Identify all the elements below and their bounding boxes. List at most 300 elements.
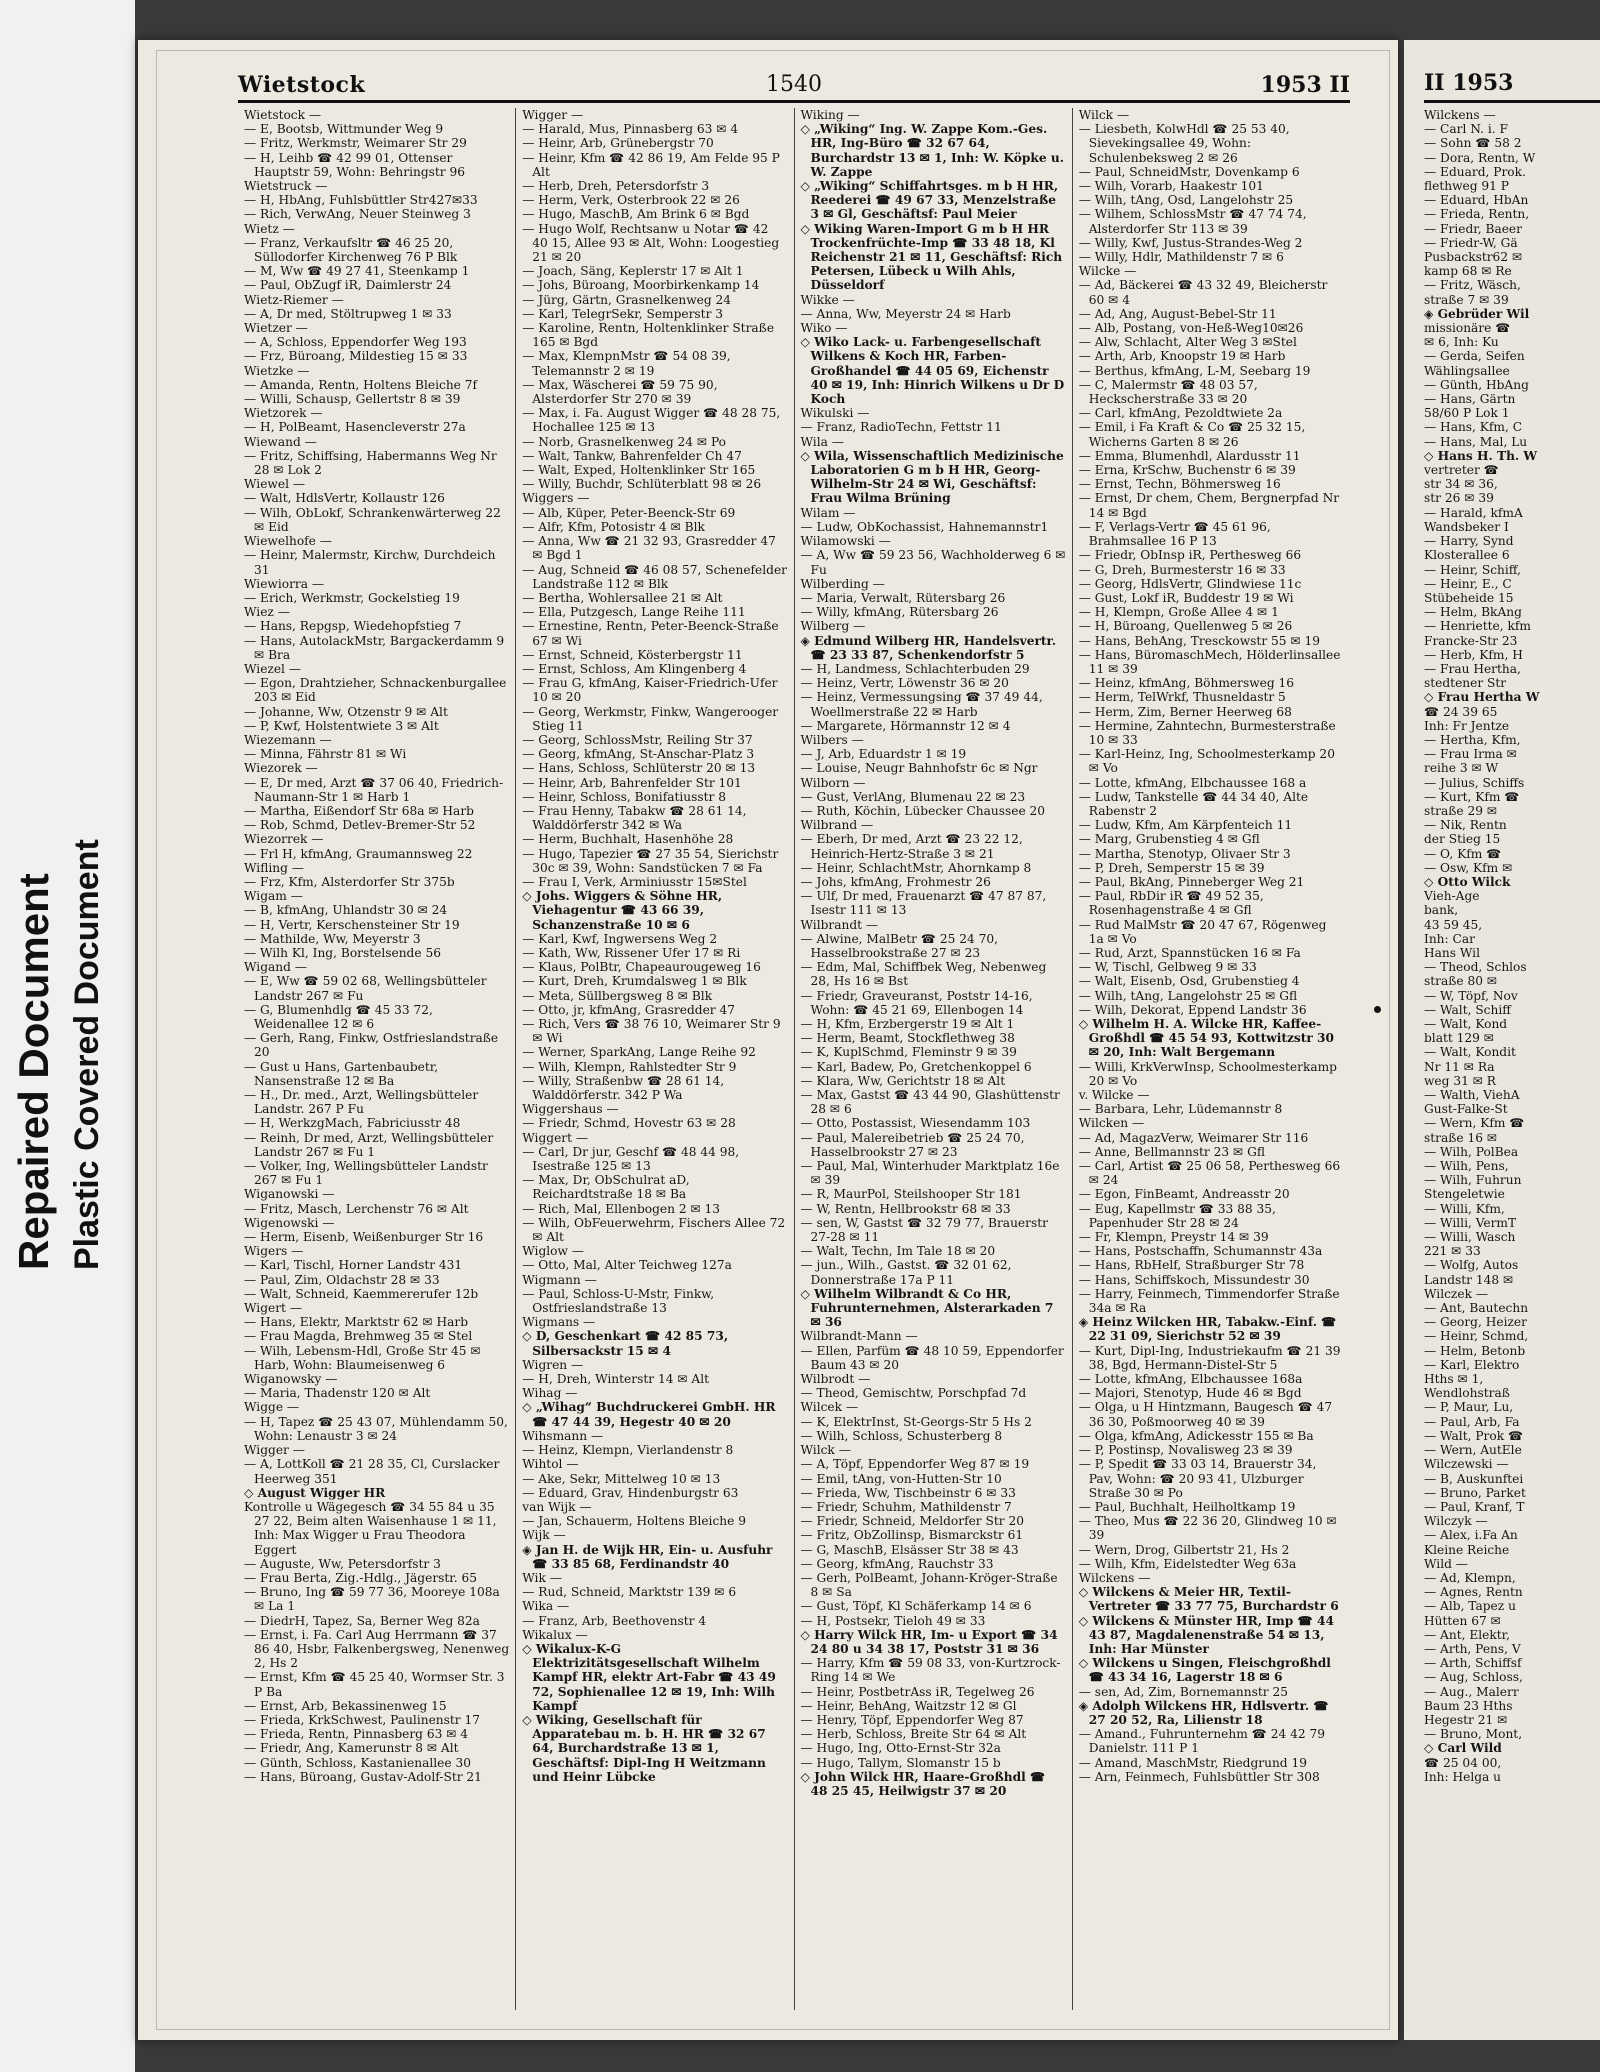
directory-entry: Wilbrodt — [800, 1372, 871, 1387]
directory-entry: — Carl, kfmAng, Pezoldtwiete 2a [1078, 406, 1283, 421]
adjacent-entry: Hütten 67 ✉ [1424, 1613, 1501, 1628]
directory-entry: — Rud MalMstr ☎ 20 47 67, Rögenweg 1a ✉ Vo [1078, 917, 1327, 946]
directory-entry: — H, PolBeamt, Hasencleverstr 27a [244, 420, 466, 435]
directory-entry: — Ernst, Techn, Böhmersweg 16 [1078, 477, 1281, 492]
directory-entry: Wiezorek — [244, 761, 318, 776]
directory-entry: — Friedr, Schmd, Hovestr 63 ✉ 28 [522, 1116, 736, 1131]
directory-entry: — Max, Dr, ObSchulrat aD, Reichardtstraße 18 ✉ Ba [522, 1173, 690, 1202]
directory-entry: — Wilh, Klempn, Rahlstedter Str 9 [522, 1059, 737, 1074]
directory-entry: — Ludw, Kfm, Am Kärpfenteich 11 [1078, 818, 1293, 833]
directory-entry: — Harry, Feinmech, Timmendorfer Straße 34a ✉ Ra [1078, 1286, 1340, 1316]
directory-entry: — Ella, Putzgesch, Lange Reihe 111 [522, 605, 746, 620]
adjacent-entry: — Frau Irma ✉ [1424, 747, 1517, 762]
adjacent-entry: — Fritz, Wäsch, [1424, 278, 1521, 293]
directory-entry: — Wilh, Schloss, Schusterberg 8 [800, 1428, 1003, 1443]
directory-entry: — Alwine, MalBetr ☎ 25 24 70, Hasselbrookstraße 27 ✉ 23 [800, 931, 999, 960]
directory-entry: — Otto, jr, kfmAng, Grasredder 47 [522, 1002, 735, 1017]
directory-entry: — Berthus, kfmAng, L-M, Seebarg 19 [1078, 363, 1311, 378]
adjacent-entry: — Willi, Kfm, [1424, 1201, 1505, 1216]
directory-entry: — H, Dreh, Winterstr 14 ✉ Alt [522, 1372, 710, 1387]
directory-entry: — G, Dreh, Burmesterstr 16 ✉ 33 [1078, 562, 1286, 577]
directory-entry: — Wilh Kl, Ing, Borstelsende 56 [244, 945, 441, 960]
adjacent-entry: Stübeheide 15 [1424, 590, 1514, 605]
adjacent-entry: — Agnes, Rentn [1424, 1585, 1523, 1600]
directory-entry: — Wilh, tAng, Langelohstr 25 ✉ Gfl [1078, 988, 1298, 1003]
directory-entry: — Emil, tAng, von-Hutten-Str 10 [800, 1471, 1002, 1486]
directory-entry: — Walt, Tankw, Bahrenfelder Ch 47 [522, 448, 742, 463]
directory-entry: — W, Tischl, Gelbweg 9 ✉ 33 [1078, 960, 1257, 975]
directory-entry: — Volker, Ing, Wellingsbütteler Landstr 267 ✉ Fu 1 [244, 1159, 488, 1188]
directory-entry: ◇ „Wihag“ Buchdruckerei GmbH. HR ☎ 47 44 39, Hegestr 40 ✉ 20 [522, 1400, 776, 1429]
directory-entry: — Ruth, Köchin, Lübecker Chaussee 20 [800, 803, 1046, 818]
directory-entry: — Heinr, PostbetrAss iR, Tegelweg 26 [800, 1684, 1035, 1699]
adjacent-entry: — Ant, Bautechn [1424, 1301, 1529, 1316]
directory-page [138, 40, 1398, 2040]
directory-entry: — Hans, Schiffskoch, Missundestr 30 [1078, 1272, 1310, 1287]
directory-entry: — sen, W, Gastst ☎ 32 79 77, Brauerstr 27-28 ✉ 11 [800, 1215, 1048, 1245]
adjacent-entry: Gust-Falke-St [1424, 1102, 1508, 1117]
directory-entry: — Reinh, Dr med, Arzt, Wellingsbütteler Landstr 267 ✉ Fu 1 [244, 1130, 494, 1159]
adjacent-entry: Inh: Car [1424, 931, 1475, 946]
directory-entry: ◇ „Wiking“ Schiffahrtsges. m b H HR, Reederei ☎ 49 67 33, Menzelstraße 3 ✉ Gl, Geschäftsf: Paul Meier [800, 179, 1059, 222]
directory-entry: — Otto, Mal, Alter Teichweg 127a [522, 1258, 732, 1273]
adjacent-entry: — Julius, Schiffs [1424, 775, 1525, 790]
adjacent-entry: Pusbackstr62 ✉ [1424, 250, 1523, 265]
directory-entry: — Henry, Töpf, Eppendorfer Weg 87 [800, 1712, 1024, 1727]
directory-entry: Wilborn — [800, 775, 866, 790]
directory-entry: — Fritz, Schiffsing, Habermanns Weg Nr 28 ✉ Lok 2 [244, 448, 497, 478]
directory-entry: — Herb, Schloss, Breite Str 64 ✉ Alt [800, 1727, 1027, 1742]
adjacent-entry: ◇ Otto Wilck [1424, 874, 1511, 889]
directory-entry: — Theo, Mus ☎ 22 36 20, Glindweg 10 ✉ 39 [1078, 1514, 1337, 1543]
adjacent-entry: reihe 3 ✉ W [1424, 761, 1499, 776]
directory-entry: ◇ Wilckens & Meier HR, Textil-Vertreter ☎ 33 77 75, Burchardstr 6 [1078, 1585, 1339, 1614]
directory-entry: — Ake, Sekr, Mittelweg 10 ✉ 13 [522, 1471, 721, 1486]
directory-entry: van Wijk — [522, 1499, 592, 1514]
adjacent-entry: — Osw, Kfm ✉ [1424, 860, 1513, 875]
directory-entry: — Herm, Zim, Berner Heerweg 68 [1078, 704, 1292, 719]
directory-entry: — Anna, Ww ☎ 21 32 93, Grasredder 47 ✉ Bgd 1 [522, 534, 776, 563]
directory-entry: — Amand, MaschMstr, Riedgrund 19 [1078, 1755, 1307, 1770]
directory-entry: — Walt, Techn, Im Tale 18 ✉ 20 [800, 1244, 996, 1259]
directory-entry: — Heinr, Arb, Bahrenfelder Str 101 [522, 775, 742, 790]
directory-entry: — Friedr, Graveuranst, Poststr 14-16, Wohn: ☎ 45 21 69, Ellenbogen 14 [800, 988, 1033, 1017]
adjacent-entry: — Alex, i.Fa An [1424, 1528, 1518, 1543]
directory-entry: — Johanne, Ww, Otzenstr 9 ✉ Alt [244, 704, 448, 719]
directory-entry: — Frz, Kfm, Alsterdorfer Str 375b [244, 874, 455, 889]
directory-entry: — Walt, Exped, Holtenklinker Str 165 [522, 463, 756, 478]
directory-entry: ◇ Wiking Waren-Import G m b H HR Trockenfrüchte-Imp ☎ 33 48 18, Kl Reichenstr 21 ✉ 11, Geschäftsf: Rich Petersen, Lübeck u Wilh Ahls, Düsseldorf [800, 221, 1063, 293]
directory-entry: — Hans, AutolackMstr, Bargackerdamm 9 ✉ Bra [244, 633, 505, 662]
directory-entry: v. Wilcke — [1078, 1088, 1150, 1103]
directory-entry: Wilckens — [1078, 1570, 1151, 1585]
directory-entry: ◇ Wilckens & Münster HR, Imp ☎ 44 43 87, Magdalenenstraße 54 ✉ 13, Inh: Har Münster [1078, 1613, 1334, 1656]
adjacent-entry: — P, Maur, Lu, [1424, 1400, 1514, 1415]
directory-entry: Wilbers — [800, 732, 864, 747]
directory-entry: — Olga, u H Hintzmann, Baugesch ☎ 47 36 30, Poßmoorweg 40 ✉ 39 [1078, 1400, 1333, 1429]
directory-entry: Wiking — [800, 108, 860, 122]
directory-entry: — Frz, Büroang, Mildestieg 15 ✉ 33 [244, 349, 468, 364]
directory-entry: ◇ John Wilck HR, Haare-Großhdl ☎ 48 25 45, Heilwigstr 37 ✉ 20 [800, 1769, 1046, 1798]
directory-entry: Wigand — [244, 960, 307, 975]
directory-entry: — Karl, Tischl, Horner Landstr 431 [244, 1258, 463, 1273]
adjacent-entry: — Hans, Mal, Lu [1424, 434, 1528, 449]
directory-entry: — Klaus, PolBtr, Chapeaurougeweg 16 [522, 960, 761, 975]
adjacent-entry: — Herb, Kfm, H [1424, 647, 1523, 662]
directory-entry: — Georg, kfmAng, St-Anschar-Platz 3 [522, 747, 755, 762]
directory-entry: — Eberh, Dr med, Arzt ☎ 23 22 12, Heinrich-Hertz-Straße 3 ✉ 21 [800, 832, 1023, 861]
directory-entry: — Erich, Werkmstr, Gockelstieg 19 [244, 590, 460, 605]
directory-entry: Wiggers — [522, 491, 590, 506]
directory-entry: — Ernst, i. Fa. Carl Aug Herrmann ☎ 37 86 40, Hsbr, Falkenbergsweg, Nenenweg 2, Hs 2 [244, 1627, 510, 1671]
directory-entry: Wigger — [244, 1443, 305, 1458]
adjacent-entry: ◇ Carl Wild [1424, 1741, 1502, 1756]
directory-entry: — Aug, Schneid ☎ 46 08 57, Schenefelder Landstraße 112 ✉ Blk [522, 562, 788, 591]
directory-entry: — Fritz, Masch, Lerchenstr 76 ✉ Alt [244, 1201, 469, 1216]
directory-entry: — Rud, Arzt, Spannstücken 16 ✉ Fa [1078, 945, 1301, 960]
adjacent-entry: — Willi, VermT [1424, 1215, 1517, 1230]
adjacent-entry: Nr 11 ✉ Ra [1424, 1059, 1495, 1074]
directory-entry: — Johs, kfmAng, Frohmestr 26 [800, 874, 991, 889]
directory-entry: — Georg, SchlossMstr, Reiling Str 37 [522, 732, 753, 747]
directory-entry: — Alfr, Kfm, Potosistr 4 ✉ Blk [522, 519, 705, 534]
directory-entry: — Willi, Schausp, Gellertstr 8 ✉ 39 [244, 392, 461, 407]
directory-entry: — Paul, SchneidMstr, Dovenkamp 6 [1078, 164, 1300, 179]
adjacent-entry: kamp 68 ✉ Re [1424, 264, 1512, 279]
directory-entry: — Walt, HdlsVertr, Kollaustr 126 [244, 491, 445, 506]
directory-entry: — Ernst, Arb, Bekassinenweg 15 [244, 1698, 447, 1713]
directory-entry: — M, Ww ☎ 49 27 41, Steenkamp 1 [244, 264, 470, 279]
directory-entry: — Friedr, Schuhm, Mathildenstr 7 [800, 1499, 1012, 1514]
directory-entry: — Hugo, Tapezier ☎ 27 35 54, Sierichstr 30c ✉ 39, Wohn: Sandstücken 7 ✉ Fa [522, 846, 779, 875]
adjacent-page-fragment [1404, 40, 1600, 2040]
adjacent-entry: straße 80 ✉ [1424, 974, 1498, 989]
directory-entry: — Ulf, Dr med, Frauenarzt ☎ 47 87 87, Isestr 111 ✉ 13 [800, 889, 1047, 918]
directory-entry: — Heinz, Vertr, Löwenstr 36 ✉ 20 [800, 676, 1009, 691]
column-4 [1073, 108, 1350, 2010]
directory-entry: — H, Tapez ☎ 25 43 07, Mühlendamm 50, Wohn: Lenaustr 3 ✉ 24 [244, 1414, 508, 1443]
adjacent-entry: Landstr 148 ✉ [1424, 1272, 1514, 1287]
directory-entry: — Hugo, Ing, Otto-Ernst-Str 32a [800, 1741, 1001, 1756]
directory-entry: — Willy, Buchdr, Schlüterblatt 98 ✉ 26 [522, 477, 762, 492]
directory-entry: — Franz, RadioTechn, Fettstr 11 [800, 420, 1002, 435]
directory-entry: — Frl H, kfmAng, Graumannsweg 22 [244, 846, 473, 861]
directory-entry: Wigmans — [522, 1315, 596, 1330]
directory-entry: — Amanda, Rentn, Holtens Bleiche 7f [244, 377, 478, 392]
directory-entry: — H, Leihb ☎ 42 99 01, Ottenser Hauptstr 59, Wohn: Behringstr 96 [244, 150, 466, 179]
directory-entry: — Fritz, ObZollinsp, Bismarckstr 61 [800, 1528, 1024, 1543]
adjacent-entry: stedtener Str [1424, 676, 1507, 691]
directory-entry: — H., Dr. med., Arzt, Wellingsbütteler Landstr. 267 P Fu [244, 1088, 479, 1117]
directory-entry: — Max, KlempnMstr ☎ 54 08 39, Telemannstr 2 ✉ 19 [522, 349, 731, 378]
directory-entry: — Jürg, Gärtn, Grasnelkenweg 24 [522, 292, 732, 307]
directory-entry: Wilbrandt — [800, 917, 879, 932]
directory-entry: — Heinr, Malermstr, Kirchw, Durchdeich 31 [244, 548, 496, 577]
directory-entry: — Hans, BüromaschMech, Hölderlinsallee 11 ✉ 39 [1078, 647, 1341, 676]
directory-entry: — Alb, Küper, Peter-Beenck-Str 69 [522, 505, 736, 520]
adjacent-entry: missionäre ☎ [1424, 321, 1511, 336]
directory-entry: — Frieda, KrkSchwest, Paulinenstr 17 [244, 1712, 480, 1727]
directory-entry: — Arn, Feinmech, Fuhlsbüttler Str 308 [1078, 1769, 1320, 1784]
directory-entry: Wilam — [800, 505, 856, 520]
directory-entry: — H, Postsekr, Tieloh 49 ✉ 33 [800, 1613, 986, 1628]
adjacent-entry: Wandsbeker I [1424, 519, 1509, 534]
directory-columns [238, 108, 1350, 2010]
directory-entry: — Meta, Süllbergsweg 8 ✉ Blk [522, 988, 713, 1003]
directory-entry: Wik — [522, 1570, 562, 1585]
directory-entry: — Paul, Mal, Winterhuder Marktplatz 16e ✉ 39 [800, 1159, 1060, 1188]
directory-entry: — Jan, Schauerm, Holtens Bleiche 9 [522, 1514, 746, 1529]
directory-entry: — Edm, Mal, Schiffbek Weg, Nebenweg 28, Hs 16 ✉ Bst [800, 960, 1047, 989]
directory-entry: ◈ Heinz Wilcken HR, Tabakw.-Einf. ☎ 22 31 09, Sierichstr 52 ✉ 39 [1078, 1315, 1337, 1344]
adjacent-entry: — Heinr, Schmd, [1424, 1329, 1529, 1344]
adjacent-entry: — Paul, Kranf, T [1424, 1499, 1525, 1514]
directory-entry: — Wern, Drog, Gilbertstr 21, Hs 2 [1078, 1542, 1290, 1557]
adjacent-page-column [1424, 108, 1600, 2010]
directory-entry: — Ellen, Parfüm ☎ 48 10 59, Eppendorfer Baum 43 ✉ 20 [800, 1343, 1064, 1372]
adjacent-entry: — Eduard, Prok. [1424, 164, 1526, 179]
directory-entry: Wigger — [522, 108, 584, 122]
directory-entry: Wikke — [800, 292, 855, 307]
directory-entry: — Heinr, SchlachtMstr, Ahornkamp 8 [800, 860, 1032, 875]
directory-entry: — Wilh, ObFeuerwehrm, Fischers Allee 72 ✉ Alt [522, 1215, 786, 1245]
directory-entry: — Hans, Elektr, Marktstr 62 ✉ Harb [244, 1315, 469, 1330]
directory-entry: — Rich, Mal, Ellenbogen 2 ✉ 13 [522, 1201, 721, 1216]
directory-entry: — Frau Berta, Zig.-Hdlg., Jägerstr. 65 [244, 1570, 478, 1585]
adjacent-entry: flethweg 91 P [1424, 179, 1509, 194]
adjacent-entry: — B, Auskunftei [1424, 1471, 1524, 1486]
directory-entry: — Friedr, ObInsp iR, Perthesweg 66 [1078, 548, 1302, 563]
directory-entry: — Karoline, Rentn, Holtenklinker Straße 165 ✉ Bgd [522, 321, 775, 350]
directory-entry: — Heinz, Klempn, Vierlandenstr 8 [522, 1443, 734, 1458]
adjacent-entry: — Friedr, Baeer [1424, 221, 1522, 236]
directory-entry: — Herm, TelWrkf, Thusneldastr 5 [1078, 690, 1286, 705]
directory-entry: Wihsmann — [522, 1428, 604, 1443]
directory-entry: — Marg, Grubenstieg 4 ✉ Gfl [1078, 832, 1260, 847]
directory-entry: — Heinr, Kfm ☎ 42 86 19, Am Felde 95 P Alt [522, 150, 780, 179]
directory-entry: — Hans, BehAng, Tresckowstr 55 ✉ 19 [1078, 633, 1321, 648]
directory-entry: Wilcken — [1078, 1116, 1145, 1131]
directory-entry: — Louise, Neugr Bahnhofstr 6c ✉ Ngr [800, 761, 1038, 776]
directory-entry: — Hermine, Zahntechn, Burmesterstraße 10 ✉ 33 [1078, 718, 1336, 747]
directory-entry: — Wilh, tAng, Osd, Langelohstr 25 [1078, 193, 1294, 208]
adjacent-entry: — Frau Hertha, [1424, 661, 1521, 676]
directory-entry: ◈ Adolph Wilckens HR, Hdlsvertr. ☎ 27 20 52, Ra, Lilienstr 18 [1078, 1698, 1329, 1727]
directory-entry: — Bertha, Wohlersallee 21 ✉ Alt [522, 590, 723, 605]
adjacent-entry: Francke-Str 23 [1424, 633, 1518, 648]
directory-entry: — H, Vertr, Kerschensteiner Str 19 [244, 917, 460, 932]
directory-entry: — Ad, Ang, August-Bebel-Str 11 [1078, 306, 1277, 321]
directory-entry: — H, WerkzgMach, Fabriciusstr 48 [244, 1116, 461, 1131]
directory-entry: Wiezorrek — [244, 832, 324, 847]
directory-entry: — Erna, KrSchw, Buchenstr 6 ✉ 39 [1078, 463, 1296, 478]
adjacent-entry: Wählingsallee [1424, 363, 1510, 378]
directory-entry: Wilberding — [800, 576, 885, 591]
directory-entry: — Hugo, Tallym, Slomanstr 15 b [800, 1755, 1001, 1770]
directory-entry: — A, LottKoll ☎ 21 28 35, Cl, Curslacker Heerweg 351 [244, 1457, 500, 1486]
plastic-covered-document-label: Plastic Covered Document [68, 839, 106, 1270]
directory-entry: Wietstock — [244, 108, 322, 122]
directory-entry: — E, Ww ☎ 59 02 68, Wellingsbütteler Landstr 267 ✉ Fu [244, 974, 487, 1003]
directory-entry: — Frau G, kfmAng, Kaiser-Friedrich-Ufer 10 ✉ 20 [522, 676, 778, 705]
directory-entry: — Gust, Lokf iR, Buddestr 19 ✉ Wi [1078, 590, 1294, 605]
directory-entry: — Wilh, Vorarb, Haakestr 101 [1078, 179, 1264, 194]
directory-entry: ◇ Wilhelm H. A. Wilcke HR, Kaffee-Großhdl ☎ 45 54 93, Kottwitzstr 30 ✉ 20, Inh: Walt Bergemann [1078, 1017, 1334, 1060]
directory-entry: — Ernst, Dr chem, Chem, Bergnerpfad Nr 14 ✉ Bgd [1078, 491, 1340, 520]
directory-entry: — Fr, Klempn, Preystr 14 ✉ 39 [1078, 1230, 1269, 1245]
adjacent-entry: — Heinr, Schiff, [1424, 562, 1521, 577]
directory-entry: Wilbrandt-Mann — [800, 1329, 918, 1344]
adjacent-entry: — Georg, Heizer [1424, 1315, 1527, 1330]
adjacent-entry: — W, Töpf, Nov [1424, 988, 1518, 1003]
adjacent-entry: bank, [1424, 903, 1459, 918]
directory-entry: Wigmann — [522, 1272, 597, 1287]
directory-entry: — Anne, Bellmannstr 23 ✉ Gfl [1078, 1144, 1265, 1159]
directory-entry: — Karl-Heinz, Ing, Schoolmesterkamp 20 ✉ Vo [1078, 747, 1335, 776]
directory-entry: — W, Rentn, Hellbrookstr 68 ✉ 33 [800, 1201, 1011, 1216]
directory-entry: — Eduard, Grav, Hindenburgstr 63 [522, 1485, 739, 1500]
adjacent-entry: — Wilh, PolBea [1424, 1144, 1519, 1159]
directory-entry: ◇ D, Geschenkart ☎ 42 85 73, Silbersackstr 15 ✉ 4 [522, 1329, 729, 1358]
directory-entry: — C, Malermstr ☎ 48 03 57, Heckscherstraße 33 ✉ 20 [1078, 377, 1258, 407]
adjacent-entry: Inh: Helga u [1424, 1769, 1502, 1784]
directory-entry: — H, Büroang, Quellenweg 5 ✉ 26 [1078, 619, 1293, 634]
directory-entry: Wigam — [244, 889, 303, 904]
directory-entry: — Maria, Verwalt, Rütersbarg 26 [800, 590, 1006, 605]
adjacent-entry: 221 ✉ 33 [1424, 1244, 1481, 1259]
directory-entry: Wifling — [244, 860, 304, 875]
adjacent-entry: Wilczewski — [1424, 1457, 1509, 1472]
directory-entry: — Georg, HdlsVertr, Glindwiese 11c [1078, 576, 1302, 591]
directory-entry: — Paul, ObZugf iR, Daimlerstr 24 [244, 278, 452, 293]
directory-entry: — Ludw, ObKochassist, Hahnemannstr1 [800, 519, 1049, 534]
directory-entry: — Franz, Verkaufsltr ☎ 46 25 20, Süllodorfer Kirchenweg 76 P Blk [244, 235, 458, 265]
directory-entry: ◇ Wilhelm Wilbrandt & Co HR, Fuhrunternehmen, Alsterarkaden 7 ✉ 36 [800, 1286, 1054, 1330]
adjacent-entry: — Günth, HbAng [1424, 377, 1529, 392]
directory-entry: Wikulski — [800, 406, 870, 421]
adjacent-entry: — Walt, Schiff [1424, 1002, 1511, 1017]
directory-entry: ◇ August Wigger HR [244, 1485, 386, 1500]
directory-entry: ◇ Johs. Wiggers & Söhne HR, Viehagentur ☎ 43 66 39, Schanzenstraße 10 ✉ 6 [522, 889, 723, 932]
directory-entry: — J, Arb, Eduardstr 1 ✉ 19 [800, 747, 967, 762]
directory-entry: — Werner, SparkAng, Lange Reihe 92 [522, 1045, 756, 1060]
directory-entry: — Frau I, Verk, Arminiusstr 15✉Stel [522, 874, 747, 889]
directory-entry: — Egon, FinBeamt, Andreasstr 20 [1078, 1187, 1290, 1202]
directory-entry: — Arth, Arb, Knoopstr 19 ✉ Harb [1078, 349, 1286, 364]
adjacent-entry: straße 7 ✉ 39 [1424, 292, 1509, 307]
directory-entry: — Olga, kfmAng, Adickesstr 155 ✉ Ba [1078, 1428, 1314, 1443]
directory-entry: — Georg, Werkmstr, Finkw, Wangerooger Stieg 11 [522, 704, 779, 733]
directory-entry: — Willi, KrkVerwInsp, Schoolmesterkamp 20 ✉ Vo [1078, 1059, 1337, 1088]
directory-entry: ◇ Wiking, Gesellschaft für Apparatebau m. b. H. HR ☎ 32 67 64, Burchardstraße 13 ✉ 1, Geschäftsf: Dipl-Ing H Weitzmann und Heinr Lübcke [522, 1712, 766, 1784]
adjacent-entry: — Helm, Betonb [1424, 1343, 1526, 1358]
directory-entry: — Klara, Ww, Gerichtstr 18 ✉ Alt [800, 1073, 1006, 1088]
directory-entry: — Emil, i Fa Kraft & Co ☎ 25 32 15, Wicherns Garten 8 ✉ 26 [1078, 420, 1306, 449]
directory-entry: ◈ Edmund Wilberg HR, Handelsvertr. ☎ 23 33 87, Schenkendorfstr 5 [800, 633, 1057, 662]
adjacent-entry: Hths ✉ 1, [1424, 1372, 1484, 1387]
adjacent-entry: — Aug., Malerr [1424, 1684, 1519, 1699]
adjacent-entry: — Harald, kfmA [1424, 505, 1523, 520]
directory-entry: — Hugo Wolf, Rechtsanw u Notar ☎ 42 40 15, Allee 93 ✉ Alt, Wohn: Loogestieg 21 ✉ 20 [522, 221, 780, 265]
directory-entry: — Martha, Stenotyp, Olivaer Str 3 [1078, 846, 1291, 861]
directory-entry: — Gerh, Rang, Finkw, Ostfrieslandstraße 20 [244, 1031, 499, 1060]
directory-entry: — Heinz, Vermessungsing ☎ 37 49 44, Woellmerstraße 22 ✉ Harb [800, 690, 1043, 719]
directory-entry: ◇ „Wiking“ Ing. W. Zappe Kom.-Ges. HR, Ing-Büro ☎ 32 67 64, Burchardstr 13 ✉ 1, Inh: W. Köpke u. W. Zappe [800, 122, 1064, 179]
adjacent-entry: Wilckens — [1424, 108, 1496, 122]
ink-dot [1374, 1006, 1381, 1013]
adjacent-entry: — Walt, Kondit [1424, 1045, 1516, 1060]
directory-entry: — Herm, Buchhalt, Hasenhöhe 28 [522, 832, 734, 847]
directory-entry: Wiglow — [522, 1244, 584, 1259]
directory-entry: — P, Postinsp, Novalisweg 23 ✉ 39 [1078, 1443, 1293, 1458]
directory-entry: — Heinr, Arb, Grünebergstr 70 [522, 136, 714, 151]
page-header [238, 70, 1350, 103]
directory-entry: — Walt, Eisenb, Osd, Grubenstieg 4 [1078, 974, 1300, 989]
directory-entry: — Karl, TelegrSekr, Semperstr 3 [522, 306, 724, 321]
directory-entry: — Rud, Schneid, Marktstr 139 ✉ 6 [522, 1585, 737, 1600]
directory-entry: — Kurt, Dreh, Krumdalsweg 1 ✉ Blk [522, 974, 747, 989]
directory-entry: — H, Kfm, Erzbergerstr 19 ✉ Alt 1 [800, 1017, 1015, 1031]
adjacent-entry: — Kurt, Kfm ☎ [1424, 789, 1520, 804]
adjacent-entry: — Walt, Kond [1424, 1017, 1508, 1031]
directory-entry: Wiewand — [244, 434, 317, 449]
directory-entry: — Otto, Postassist, Wiesendamm 103 [800, 1116, 1031, 1131]
adjacent-entry: Wilczyk — [1424, 1514, 1488, 1529]
directory-entry: Wiko — [800, 321, 848, 336]
directory-entry: — Ad, Bäckerei ☎ 43 32 49, Bleicherstr 60 ✉ 4 [1078, 278, 1328, 307]
adjacent-entry: ☎ 24 39 65 [1424, 704, 1498, 719]
adjacent-entry: — Gerda, Seifen [1424, 349, 1525, 364]
directory-entry: — sen, Ad, Zim, Bornemannstr 25 [1078, 1684, 1288, 1699]
adjacent-entry: Hans Wil [1424, 945, 1480, 960]
directory-entry: — Paul, Buchhalt, Heilholtkamp 19 [1078, 1499, 1296, 1514]
directory-entry: — G, MaschB, Elsässer Str 38 ✉ 43 [800, 1542, 1019, 1557]
column-3 [795, 108, 1073, 2010]
directory-entry: — jun., Wilh., Gastst. ☎ 32 01 62, Donnerstraße 17a P 11 [800, 1258, 1012, 1287]
directory-entry: — R, MaurPol, Steilshooper Str 181 [800, 1187, 1022, 1202]
directory-entry: — Herm, Eisenb, Weißenburger Str 16 [244, 1230, 484, 1245]
adjacent-entry: — Paul, Arb, Fa [1424, 1414, 1520, 1429]
directory-entry: — Lotte, kfmAng, Elbchaussee 168 a [1078, 775, 1307, 790]
directory-entry: — Frieda, Ww, Tischbeinstr 6 ✉ 33 [800, 1485, 1016, 1500]
directory-entry: — Franz, Arb, Beethovenstr 4 [522, 1613, 707, 1628]
adjacent-entry: — Hans, Kfm, C [1424, 420, 1523, 435]
adjacent-entry: — Arth, Pens, V [1424, 1641, 1521, 1656]
directory-entry: — Majori, Stenotyp, Hude 46 ✉ Bgd [1078, 1386, 1302, 1401]
directory-entry: Wilck — [800, 1443, 851, 1458]
directory-entry: — B, kfmAng, Uhlandstr 30 ✉ 24 [244, 903, 448, 918]
directory-entry: — Margarete, Hörmannstr 12 ✉ 4 [800, 718, 1011, 733]
directory-entry: — Max, Gastst ☎ 43 44 90, Glashüttenstr 28 ✉ 6 [800, 1088, 1060, 1117]
adjacent-entry: — Henriette, kfm [1424, 619, 1531, 634]
header-year-volume: 1953 II [1260, 72, 1350, 98]
adjacent-entry: — Harry, Synd [1424, 534, 1514, 549]
directory-entry: Wiganowski — [244, 1187, 335, 1202]
directory-entry: Wigert — [244, 1301, 303, 1316]
directory-entry: — Frau Henny, Tabakw ☎ 28 61 14, Walddörferstr 342 ✉ Wa [522, 803, 747, 833]
directory-entry: — P, Spedit ☎ 33 03 14, Brauerstr 34, Pav, Wohn: ☎ 20 93 41, Ulzburger Straße 30 ✉ Po [1078, 1457, 1317, 1500]
adjacent-entry: str 26 ✉ 39 [1424, 491, 1494, 506]
directory-entry: — Ernestine, Rentn, Peter-Beenck-Straße 67 ✉ Wi [522, 619, 779, 648]
directory-entry: — Harry, Kfm ☎ 59 08 33, von-Kurtzrock-Ring 14 ✉ We [800, 1656, 1061, 1685]
adjacent-entry: — Bruno, Mont, [1424, 1727, 1523, 1742]
adjacent-entry: Wendlohstraß [1424, 1386, 1510, 1401]
adjacent-entry: Baum 23 Hths [1424, 1698, 1513, 1713]
adjacent-entry: — Hertha, Kfm, [1424, 732, 1521, 747]
directory-entry: Wihtol — [522, 1457, 579, 1472]
directory-entry: — Hans, Repgsp, Wiedehopfstieg 7 [244, 619, 462, 634]
directory-entry: — Walt, Schneid, Kaemmererufer 12b [244, 1286, 479, 1301]
